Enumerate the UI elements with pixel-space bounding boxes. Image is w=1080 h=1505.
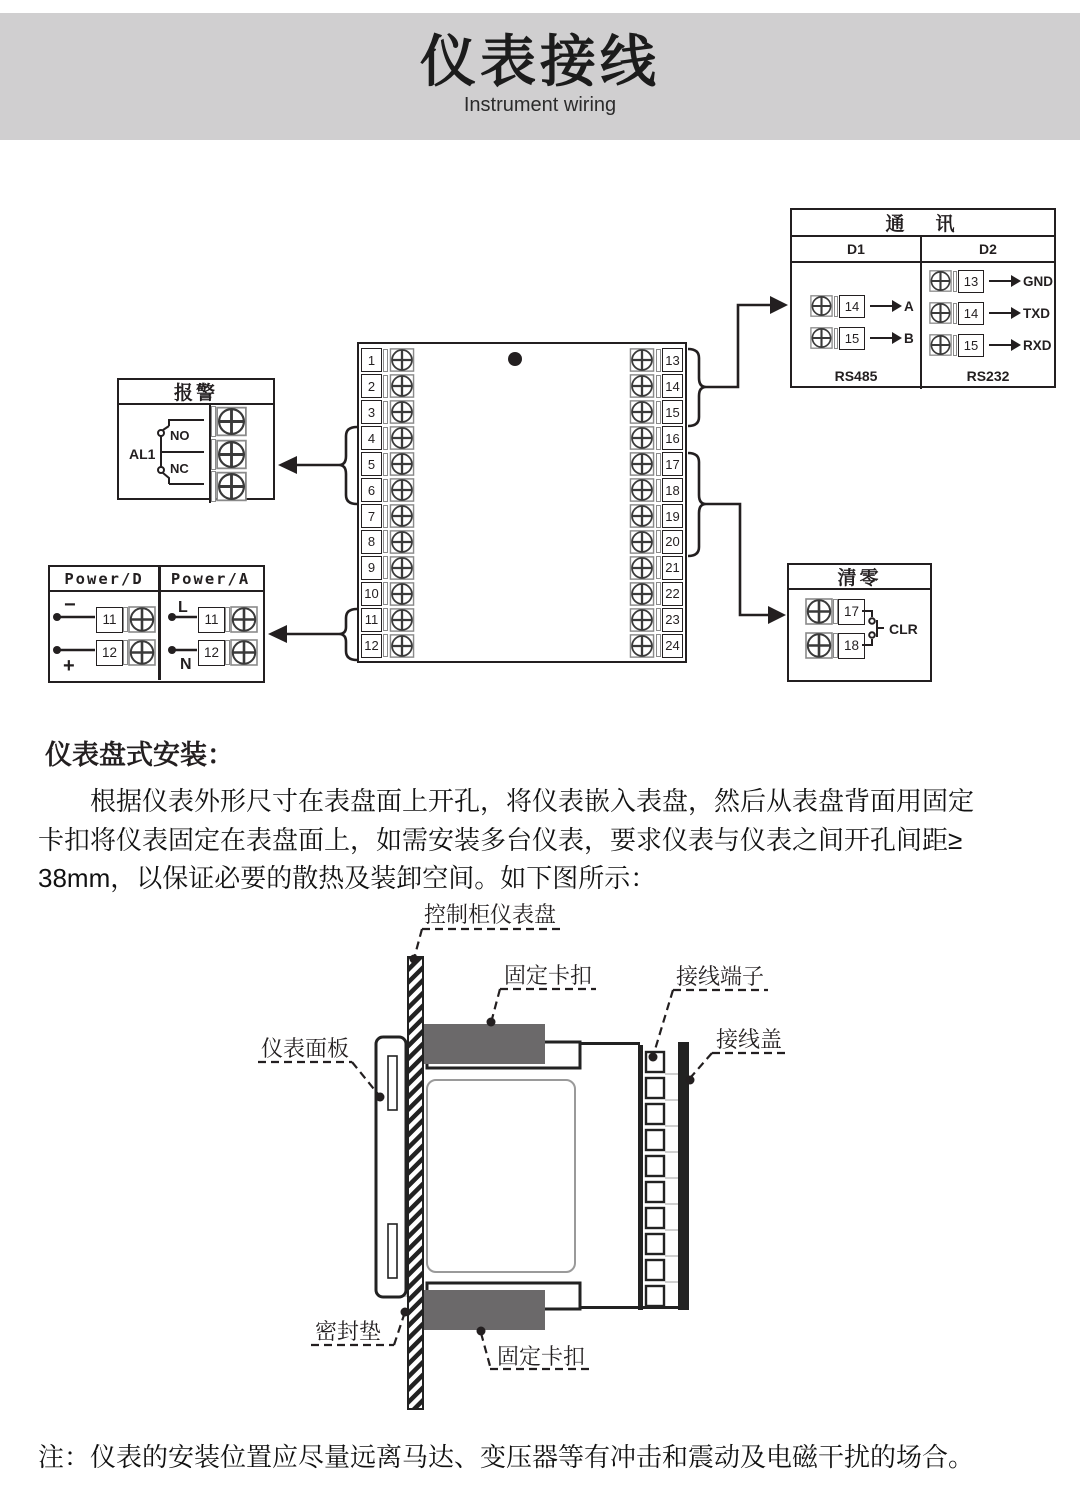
arrow-right-icon — [989, 312, 1011, 314]
terminal-clamp — [383, 375, 388, 398]
screw-terminal-icon — [629, 582, 655, 606]
signal-label: GND — [1023, 273, 1053, 289]
comm-box — [790, 208, 1056, 388]
comm-columns — [792, 237, 1054, 389]
mounting-panel — [408, 957, 423, 1409]
clip-rail-top — [427, 1042, 580, 1068]
screw-terminal-icon — [389, 478, 415, 502]
signal-label: RXD — [1023, 337, 1052, 353]
terminal-row-left — [361, 426, 415, 450]
alarm-box-title: 报警 — [119, 380, 273, 405]
power-dc-terminal-12: 12 — [96, 639, 156, 666]
rs485-label: RS485 — [834, 368, 878, 384]
terminal-row-right — [629, 530, 683, 554]
terminal-number: 13 — [958, 270, 984, 293]
clear-terminal-17: 17 — [805, 598, 865, 625]
ac-l-label: L — [178, 599, 188, 616]
brace-terminals-13-15 — [688, 349, 706, 426]
leader-clipbottom — [481, 1333, 490, 1366]
screw-terminal-icon — [629, 452, 655, 476]
nc-contact-label: NC — [170, 461, 189, 476]
screw-terminal-icon — [128, 606, 156, 633]
power-box — [48, 565, 265, 683]
terminal-row-right — [629, 400, 683, 424]
power-dc-header: Power/D — [64, 569, 144, 588]
terminal-row-left — [361, 348, 415, 372]
terminal-clamp — [383, 401, 388, 424]
relay-label: AL1 — [129, 446, 156, 462]
rs232-label: RS232 — [966, 368, 1010, 384]
alarm-terminal-row — [211, 438, 247, 471]
callout-dot-cover — [686, 1076, 695, 1085]
arrow-to-comm — [770, 296, 788, 314]
leader-terminal — [654, 990, 673, 1053]
screw-terminal-icon — [389, 556, 415, 580]
terminal-clamp — [656, 556, 661, 579]
leader-front — [352, 1062, 378, 1094]
alarm-terminal-row — [211, 470, 247, 503]
signal-label: TXD — [1023, 305, 1050, 321]
signal-label: A — [904, 298, 914, 314]
screw-terminal-icon — [629, 556, 655, 580]
terminal-row-left — [361, 608, 415, 632]
screw-terminal-icon — [389, 582, 415, 606]
screw-terminal-icon — [629, 478, 655, 502]
terminal-clamp — [383, 582, 388, 605]
terminal-clamp — [656, 634, 661, 657]
screw-terminal-icon — [629, 374, 655, 398]
screw-terminal-icon — [629, 530, 655, 554]
screw-terminal-icon — [389, 374, 415, 398]
terminal-row-right — [629, 582, 683, 606]
paragraph-line: 38mm，以保证必要的散热及装卸空间。如下图所示： — [38, 863, 657, 893]
front-bezel — [376, 1037, 406, 1297]
ac-n-label: N — [180, 656, 192, 673]
screw-terminal-icon — [230, 639, 258, 666]
screw-terminal-icon — [216, 439, 247, 470]
arrow-to-power — [268, 625, 287, 643]
terminal-clamp — [656, 349, 661, 372]
terminal-row-left — [361, 478, 415, 502]
terminal-number: 14 — [662, 374, 683, 398]
leader-cliptop — [492, 989, 500, 1019]
screw-terminal-icon — [629, 504, 655, 528]
power-header — [50, 567, 263, 592]
terminal-row-left — [361, 556, 415, 580]
instrument-body — [427, 1080, 575, 1272]
title-band — [0, 13, 1080, 140]
label-gasket: 密封垫 — [315, 1319, 382, 1344]
terminal-number: 4 — [361, 426, 382, 450]
install-paragraph — [38, 782, 1044, 898]
screw-terminal-icon — [810, 327, 833, 349]
terminal-number: 15 — [958, 334, 984, 357]
terminal-row-right — [629, 504, 683, 528]
clip-rail-bottom — [427, 1283, 580, 1309]
terminal-number: 13 — [662, 348, 683, 372]
terminal-number: 14 — [839, 295, 865, 318]
screw-terminal-icon — [929, 270, 952, 292]
bezel-slot-top — [388, 1056, 397, 1110]
terminal-clamp — [834, 296, 838, 317]
screw-terminal-icon — [629, 634, 655, 658]
callout-dot-terminal — [649, 1053, 658, 1062]
terminal-clamp — [656, 375, 661, 398]
power-ac-terminal-12: 12 — [198, 639, 258, 666]
screw-terminal-icon — [629, 426, 655, 450]
screw-terminal-icon — [629, 348, 655, 372]
terminal-number: 9 — [361, 556, 382, 580]
leader-panel — [415, 929, 422, 955]
terminal-number: 16 — [662, 426, 683, 450]
screw-terminal-icon — [389, 426, 415, 450]
terminal-row-left — [361, 504, 415, 528]
terminal-number: 6 — [361, 478, 382, 502]
comm-terminal-row — [929, 269, 1054, 293]
screw-terminal-icon — [389, 530, 415, 554]
screw-terminal-icon — [389, 452, 415, 476]
screw-terminal-icon — [389, 400, 415, 424]
page-title: 仪表接线 — [420, 30, 660, 93]
terminal-clamp — [656, 427, 661, 450]
terminal-number: 18 — [662, 478, 683, 502]
comm-terminal-row — [810, 294, 920, 318]
arrow-right-icon — [989, 280, 1011, 282]
terminal-clamp — [656, 530, 661, 553]
terminal-number: 1 — [361, 348, 382, 372]
terminal-number: 21 — [662, 556, 683, 580]
clear-wire — [706, 504, 768, 615]
label-fixing-clip-top: 固定卡扣 — [504, 963, 593, 988]
arrow-to-clear — [768, 606, 786, 624]
terminal-clamp — [656, 401, 661, 424]
alarm-terminal-row — [211, 405, 247, 438]
screw-terminal-icon — [128, 639, 156, 666]
arrow-right-icon — [870, 305, 892, 307]
callout-dot-clipbottom — [477, 1327, 486, 1336]
terminal-clamp — [383, 530, 388, 553]
screw-terminal-icon — [389, 348, 415, 372]
terminal-clamp — [834, 328, 838, 349]
no-contact-label: NO — [170, 428, 190, 443]
terminal-number: 17 — [662, 452, 683, 476]
screw-terminal-icon — [389, 504, 415, 528]
terminal-row-right — [629, 556, 683, 580]
terminal-number: 5 — [361, 452, 382, 476]
screw-terminal-icon — [389, 634, 415, 658]
terminal-number: 19 — [662, 504, 683, 528]
central-terminal-block — [357, 342, 687, 663]
terminal-clamp — [383, 349, 388, 372]
comm-box-title: 通 讯 — [792, 210, 1054, 237]
terminal-number: 22 — [662, 582, 683, 606]
terminal-clamp — [383, 479, 388, 502]
screw-terminal-icon — [230, 606, 258, 633]
bezel-slot-bottom — [388, 1224, 397, 1278]
brace-terminals-17-20 — [688, 453, 706, 556]
comm-terminal-row — [929, 301, 1054, 325]
section-heading: 仪表盘式安装： — [45, 740, 234, 770]
arrow-right-icon — [870, 337, 892, 339]
arrow-to-alarm — [278, 456, 297, 474]
terminal-number: 24 — [662, 634, 683, 658]
terminal-strip-spine — [638, 1045, 643, 1310]
paragraph-line: 卡扣将仪表固定在表盘面上，如需安装多台仪表，要求仪表与仪表之间开孔间距≥ — [38, 824, 963, 855]
terminal-clamp — [656, 582, 661, 605]
terminal-clamp — [383, 634, 388, 657]
terminal-row-right — [629, 452, 683, 476]
clear-box — [787, 563, 932, 682]
terminal-clamp — [656, 453, 661, 476]
terminal-clamp — [953, 335, 957, 356]
screw-terminal-icon — [216, 406, 247, 437]
terminal-row-left — [361, 400, 415, 424]
clr-label: CLR — [889, 621, 918, 637]
page-subtitle: Instrument wiring — [463, 94, 617, 116]
signal-label: B — [904, 330, 914, 346]
dc-minus-label: − — [64, 594, 76, 616]
callout-dot-cliptop — [487, 1018, 496, 1027]
terminal-row-right — [629, 426, 683, 450]
screw-terminal-icon — [216, 471, 247, 502]
terminal-number: 23 — [662, 608, 683, 632]
terminal-clamp — [383, 608, 388, 631]
arrow-right-icon — [989, 344, 1011, 346]
label-fixing-clip-bottom: 固定卡扣 — [497, 1344, 586, 1369]
terminal-row-right — [629, 478, 683, 502]
power-dc-terminal-11: 11 — [96, 606, 156, 633]
d1-header: D1 — [792, 237, 920, 263]
fixing-clip-top — [424, 1024, 545, 1064]
terminal-row-right — [629, 608, 683, 632]
callout-dot-gasket — [401, 1308, 410, 1317]
screw-terminal-icon — [805, 598, 833, 625]
terminal-row-left — [361, 374, 415, 398]
terminal-number: 3 — [361, 400, 382, 424]
clear-box-title: 清零 — [789, 565, 930, 590]
terminal-number: 7 — [361, 504, 382, 528]
footer-note: 注：仪表的安装位置应尽量远离马达、变压器等有冲击和震动及电磁干扰的场合。 — [38, 1442, 975, 1472]
brace-terminals-4-6 — [339, 427, 357, 504]
comm-col-d1 — [792, 237, 922, 389]
alarm-terminal-number — [181, 471, 203, 504]
power-ac-header: Power/A — [170, 569, 251, 588]
terminal-clamp — [383, 505, 388, 528]
fixing-clip-bottom — [424, 1290, 545, 1330]
terminal-row-right — [629, 348, 683, 372]
screw-terminal-icon — [929, 302, 952, 324]
d2-header: D2 — [922, 237, 1054, 263]
terminal-clamp — [656, 505, 661, 528]
leader-gasket — [394, 1315, 404, 1345]
callout-dot-panel — [410, 955, 419, 964]
terminal-clamp — [656, 479, 661, 502]
paragraph-line: 根据仪表外形尺寸在表盘面上开孔，将仪表嵌入表盘，然后从表盘背面用固定 — [90, 786, 975, 816]
terminal-clamp — [383, 453, 388, 476]
screw-terminal-icon — [629, 400, 655, 424]
terminal-row-right — [629, 634, 683, 658]
terminal-row-left — [361, 452, 415, 476]
power-ac-terminal-11: 11 — [198, 606, 258, 633]
terminal-clamp — [383, 556, 388, 579]
terminal-row-left — [361, 530, 415, 554]
terminal-clamp — [656, 608, 661, 631]
terminal-row-left — [361, 634, 415, 658]
power-divider — [158, 567, 161, 680]
callout-dot-front — [376, 1093, 385, 1102]
terminal-number: 14 — [958, 302, 984, 325]
terminal-row-left — [361, 582, 415, 606]
clear-terminal-18: 18 — [805, 632, 865, 659]
terminal-number: 12 — [361, 634, 382, 658]
comm-terminal-row — [810, 326, 920, 350]
terminal-number: 2 — [361, 374, 382, 398]
comm-col-d2 — [922, 237, 1054, 389]
leader-cover — [691, 1053, 712, 1077]
screw-terminal-icon — [929, 334, 952, 356]
screw-terminal-icon — [389, 608, 415, 632]
brace-terminals-11-12 — [339, 609, 357, 660]
label-wiring-cover: 接线盖 — [716, 1027, 783, 1052]
screw-terminal-icon — [629, 608, 655, 632]
comm-wire — [706, 305, 770, 387]
wiring-cover-bar — [678, 1042, 689, 1310]
screw-terminal-icon — [805, 632, 833, 659]
terminal-clamp — [383, 427, 388, 450]
label-front-panel: 仪表面板 — [261, 1036, 350, 1061]
terminal-number: 10 — [361, 582, 382, 606]
terminal-number: 11 — [361, 608, 382, 632]
gasket-strip — [402, 1040, 411, 1297]
screw-terminal-icon — [810, 295, 833, 317]
terminal-clamp — [953, 303, 957, 324]
terminal-number: 8 — [361, 530, 382, 554]
terminal-cells — [646, 1052, 664, 1306]
label-cabinet-panel: 控制柜仪表盘 — [424, 902, 557, 927]
terminal-row-right — [629, 374, 683, 398]
label-wiring-terminal: 接线端子 — [676, 964, 765, 989]
alarm-box — [117, 378, 275, 500]
dc-plus-label: + — [63, 655, 75, 677]
terminal-clamp — [953, 271, 957, 292]
terminal-number: 15 — [662, 400, 683, 424]
terminal-number: 20 — [662, 530, 683, 554]
comm-terminal-row — [929, 333, 1054, 357]
terminal-number: 15 — [839, 327, 865, 350]
